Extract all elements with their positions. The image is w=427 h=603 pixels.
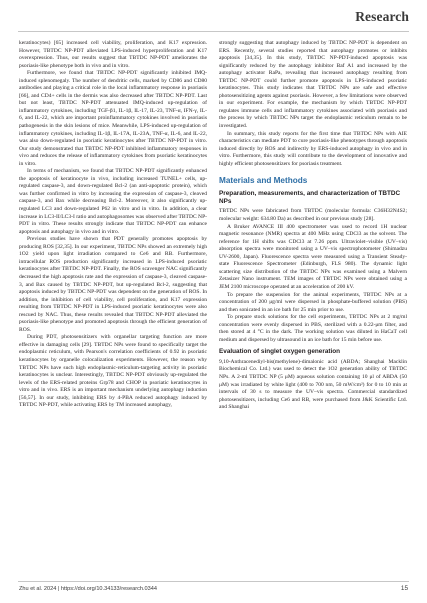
body-paragraph: During PDT, photosensitizers with organellar targeting function are more effective in damaging cells [29]. TBTDC NPs were found to specifically target the endoplasmic reticulum, with Pearson's correlation coefficients of 0.92 in psoriatic keratinocytes by organelle colocalization experiments. However, the reason why TBTDC NPs have such high endoplasmic-reticulum-targeting activity in psoriatic keratinocytes is unclear. Interestingly, TBTDC NP-PDT obviously up-regulated the levels of the ERS-related proteins Grp78 and CHOP in psoriatic keratinocytes in vitro and in vivo. ERS is an important mechanism underlying autophagy induction [56,57]. In our study, inhibiting ERS by 4-PBA reduced autophagy induced by TBTDC NP-PDT, while activating ERS by TM increased autophagy, — [19, 334, 207, 409]
right-column — [219, 40, 407, 412]
body-paragraph: Furthermore, we found that TBTDC NP-PDT significantly inhibited IMQ-induced splenomegaly. The number of dendritic cells, marked by CD86 and CD80 antibodies and playing a critical role in the local inflammatory response in psoriasis [66], and CD4+ cells in the dermis was also decreased after TBTDC NP-PDT. Last but not least, TBTDC NP-PDT attenuated IMQ-induced up-regulation of inflammatory cytokines, including TGF-β1, IL-1β, IL-17, IL-23, TNF-α, IFN-γ, IL-6, and IL-22, which are important proinflammatory cytokines involved in psoriasis pathogenesis in the skin lesions of mice. Meanwhile, LPS-induced up-regulation of inflammatory cytokines, including IL-1β, IL-17A, IL-23A, TNF-α, IL-6, and IL-22, was also down-regulated in psoriatic keratinocytes after TBTDC NP-PDT in vitro. Our study demonstrated that TBTDC NP-PDT inhibited inflammatory responses in vivo and reduces the release of inflammatory cytokines from psoriatic keratinocytes in vitro. — [19, 70, 207, 167]
body-paragraph: In summary, this study reports for the first time that TBTDC NPs with AIE characteristics can mediate PDT to cure psoriasis-like phenotypes through apoptosis induced directly by ROS and indirectly by ERS-induced autophagy in vivo and in vitro. Furthermore, this study will contribute to the development of innovative and highly efficient photosensitizers for psoriasis treatment. — [219, 130, 407, 167]
header-rule — [18, 31, 409, 32]
body-paragraph: To prepare the suspension for the animal experiments, TBTDC NPs at a concentration of 200 μg/ml were dispersed in phosphate-buffered solution (PBS) and then sonicated in an ice bath for 25 min prior to use. — [219, 291, 407, 313]
subsection-heading: Preparation, measurements, and characterization of TBTDC NPs — [219, 190, 401, 205]
body-paragraph: TBTDC NPs were fabricated from TBTDC (molecular formula: C36H32N4S2; molecular weight: 634.80 Da) as described in our previous study [28]. — [219, 208, 407, 223]
left-column — [19, 40, 207, 410]
body-paragraph: Previous studies have shown that PDT generally promotes apoptosis by producing ROS [32,35]. In our experiment, TBTDC NPs showed an extremely high 1O2 yield upon light irradiation compared to Ce6 and RB. Furthermore, intracellular ROS production significantly increased in LPS-induced psoriatic keratinocytes after TBTDC NP-PDT. Finally, the ROS scavenger NAC significantly decreased the high apoptosis rate and the expression of caspase-3, cleaved caspase-3, and Bax caused by TBTDC NP-PDT, but up-regulated Bcl-2, suggesting that apoptosis induced by TBTDC NP-PDT was dependent on the generation of ROS. In addition, the inhibition of cell viability, cell proliferation, and K17 expression resulting from TBTDC NP-PDT in LPS-induced psoriatic keratinocytes were also rescued by NAC. Thus, these results revealed that TBTDC NP-PDT alleviated the psoriasis-like phenotype and promoted apoptosis through the efficient generation of ROS. — [19, 236, 207, 333]
body-paragraph: To prepare stock solutions for the cell experiments, TBTDC NPs at 2 mg/ml concentration were evenly dispersed in PBS, sterilized with a 0.22-μm filter, and then stored at 4 °C in the dark. The working solution was diluted in HaCaT cell medium and dispersed by ultrasound in an ice bath for 15 min before use. — [219, 314, 407, 343]
body-paragraph: keratinocytes) [65] increased cell viability, proliferation, and K17 expression. However, TBTDC NP-PDT alleviated LPS-induced hyperproliferation and K17 overexpression. Thus, our results suggest that TBTDC NP-PDT ameliorates the psoriasis-like phenotype both in vivo and in vitro. — [19, 40, 207, 69]
body-paragraph: strongly suggesting that autophagy induced by TBTDC NP-PDT is dependent on ERS. Recently, several studies reported that autophagy promotes or inhibits apoptosis [34,35]. In this study, TBTDC NP-PDT-induced apoptosis was significantly reduced by the autophagy inhibitor Baf A1 and increased by the autophagy activator RaPa, revealing that increased autophagy resulting from TBTDC NP-PDT could further promote apoptosis in LPS-induced psoriatic keratinocytes. This study indicates that TBTDC NPs are safe and effective photosensitizing agents against psoriasis. However, a few limitations were observed in our experiment. For example, the mechanism by which TBTDC NP-PDT regulates immune cells and inflammatory cytokines associated with psoriasis and the process by which TBTDC NPs target the endoplasmic reticulum remain to be investigated. — [219, 40, 407, 130]
footer-rule — [18, 581, 409, 582]
page-number: 15 — [400, 585, 408, 592]
body-paragraph: In terms of mechanism, we found that TBTDC NP-PDT significantly enhanced the apoptosis of keratinocyte in vivo, including increased TUNEL+ cells, up-regulated caspase-3, and down-regulated Bcl-2 (an anti-apoptotic protein), which was further confirmed in vitro by increasing the expression of caspase-3, cleaved caspase-3, and Bax while decreasing Bcl-2. Moreover, it also significantly up-regulated LC3 and down-regulated P62 in vitro and in vitro. In addition, a clear increase in LC3-II/LC3-I ratio and autophagosomes was observed after TBTDC NP-PDT in vitro. These results strongly indicate that TBTDC NP-PDT can enhance apoptosis and autophagy in vivo and in vitro. — [19, 168, 207, 235]
journal-brand: Research — [355, 9, 409, 24]
body-paragraph: A Bruker AVANCE III 400 spectrometer was used to record 1H nuclear magnetic resonance (NMR) spectra at 400 MHz using CDCl3 as the solvent. The reference for 1H shifts was CDCl3 at 7.26 ppm. Ultraviolet–visible (UV–vis) absorption spectra were monitored using a UV–vis spectrophotometer (Shimadzu UV-2600, Japan). Fluorescence spectra were measured using a Transient Steady-state Fluorescence Spectrometer (Edinburgh, FLS 980). The dynamic light scattering size distribution of the TBTDC NPs was examined using a Malvern Zetasizer Nano instrument. TEM images of TBTDC NPs were obtained using a JEM 2100 microscope operated at an acceleration of 200 kV. — [219, 223, 407, 290]
section-heading: Materials and Methods — [219, 176, 308, 186]
footer-citation: Zhu et al. 2024 | https://doi.org/10.34133/research.0344 — [19, 586, 157, 592]
subsection-heading: Evaluation of singlet oxygen generation — [219, 348, 341, 356]
body-paragraph: 9,10-Anthracenediyl-bis(methylene)-dimalonic acid (ABDA; Shanghai Macklin Biochemical Co. Ltd.) was used to detect the 1O2 generation ability of TBTDC NPs. A 2-ml TBTDC NP (5 μM) aqueous solution containing 10 μl of ABDA (50 μM) was irradiated by white light (400 to 700 nm, 50 mW/cm²) for 0 to 10 min at intervals of 30 s to measure the UV–vis spectra. Commercial standardized photosensitizers, including Ce6 and RB, were purchased from J&K Scientific Ltd. and Shanghai — [219, 358, 407, 411]
